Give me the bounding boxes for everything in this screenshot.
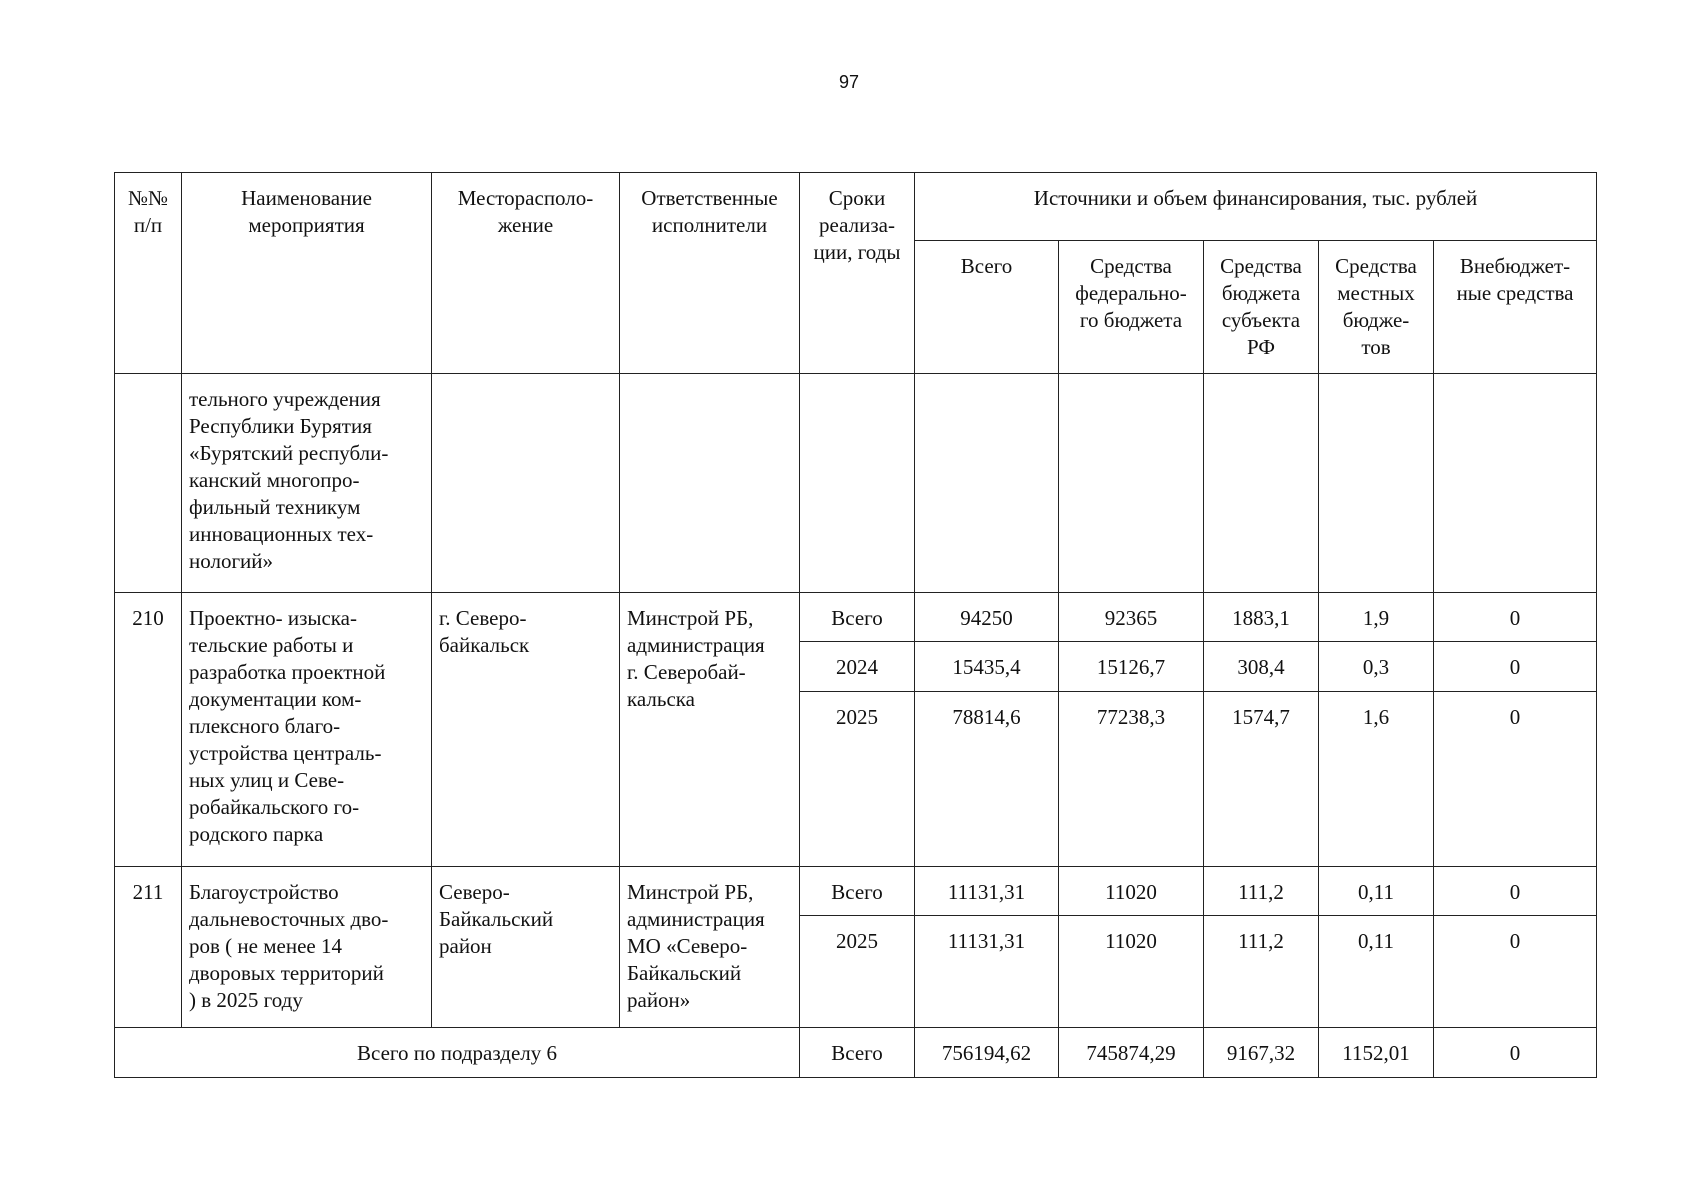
cell-local: 0,11 — [1319, 867, 1434, 916]
header-location: Месторасполо- жение — [432, 173, 620, 374]
subtotal-total: 756194,62 — [915, 1028, 1059, 1078]
item-location: Северо- Байкальский район — [432, 867, 620, 1028]
continuation-regional — [1204, 374, 1319, 593]
cell-period: 2025 — [800, 916, 915, 1028]
header-offbudget: Внебюджет- ные средства — [1434, 241, 1597, 374]
financing-table — [114, 172, 1597, 1078]
header-name: Наименование мероприятия — [182, 173, 432, 374]
cell-regional: 111,2 — [1204, 867, 1319, 916]
subtotal-offbudget: 0 — [1434, 1028, 1597, 1078]
header-total: Всего — [915, 241, 1059, 374]
cell-offbudget: 0 — [1434, 916, 1597, 1028]
cell-regional: 111,2 — [1204, 916, 1319, 1028]
cell-total: 94250 — [915, 593, 1059, 642]
header-federal: Средства федерально- го бюджета — [1059, 241, 1204, 374]
cell-offbudget: 0 — [1434, 692, 1597, 867]
table-row — [115, 867, 1597, 916]
header-num: №№ п/п — [115, 173, 182, 374]
cell-regional: 1883,1 — [1204, 593, 1319, 642]
item-location: г. Северо- байкальск — [432, 593, 620, 867]
cell-local: 1,9 — [1319, 593, 1434, 642]
subtotal-label: Всего по подразделу 6 — [115, 1028, 800, 1078]
cell-period: 2024 — [800, 642, 915, 692]
continuation-num — [115, 374, 182, 593]
cell-total: 11131,31 — [915, 867, 1059, 916]
header-period: Сроки реализа- ции, годы — [800, 173, 915, 374]
cell-period: Всего — [800, 593, 915, 642]
header-local: Средства местных бюдже- тов — [1319, 241, 1434, 374]
cell-total: 78814,6 — [915, 692, 1059, 867]
cell-local: 0,11 — [1319, 916, 1434, 1028]
header-sources-group: Источники и объем финансирования, тыс. рублей — [915, 173, 1597, 241]
cell-period: 2025 — [800, 692, 915, 867]
item-name: Благоустройство дальневосточных дво- ров ( не менее 14 дворовых территорий ) в 2025 году — [182, 867, 432, 1028]
page-number: 97 — [838, 72, 860, 92]
continuation-federal — [1059, 374, 1204, 593]
continuation-offbudget — [1434, 374, 1597, 593]
continuation-period — [800, 374, 915, 593]
continuation-local — [1319, 374, 1434, 593]
cell-offbudget: 0 — [1434, 642, 1597, 692]
cell-period: Всего — [800, 867, 915, 916]
header-regional: Средства бюджета субъекта РФ — [1204, 241, 1319, 374]
cell-federal: 92365 — [1059, 593, 1204, 642]
table-row-continuation — [115, 374, 1597, 593]
subtotal-period: Всего — [800, 1028, 915, 1078]
subtotal-regional: 9167,32 — [1204, 1028, 1319, 1078]
table-row — [115, 593, 1597, 642]
cell-total: 15435,4 — [915, 642, 1059, 692]
cell-regional: 308,4 — [1204, 642, 1319, 692]
cell-federal: 11020 — [1059, 867, 1204, 916]
cell-regional: 1574,7 — [1204, 692, 1319, 867]
cell-offbudget: 0 — [1434, 867, 1597, 916]
continuation-total — [915, 374, 1059, 593]
cell-total: 11131,31 — [915, 916, 1059, 1028]
subtotal-local: 1152,01 — [1319, 1028, 1434, 1078]
cell-federal: 15126,7 — [1059, 642, 1204, 692]
header-responsible: Ответственные исполнители — [620, 173, 800, 374]
cell-federal: 77238,3 — [1059, 692, 1204, 867]
item-responsible: Минстрой РБ, администрация МО «Северо- Байкальский район» — [620, 867, 800, 1028]
continuation-name: тельного учреждения Республики Бурятия «Бурятский республи- канский многопро- фильный техникум инновационных тех- нологий» — [182, 374, 432, 593]
subtotal-federal: 745874,29 — [1059, 1028, 1204, 1078]
cell-federal: 11020 — [1059, 916, 1204, 1028]
item-responsible: Минстрой РБ, администрация г. Северобай- кальска — [620, 593, 800, 867]
item-num: 211 — [115, 867, 182, 1028]
item-name: Проектно- изыска- тельские работы и разработка проектной документации ком- плексного благо- устройства централь- ных улиц и Севе- робайкальского го- родского парка — [182, 593, 432, 867]
cell-local: 0,3 — [1319, 642, 1434, 692]
cell-offbudget: 0 — [1434, 593, 1597, 642]
cell-local: 1,6 — [1319, 692, 1434, 867]
table-row-subtotal — [115, 1028, 1597, 1078]
item-num: 210 — [115, 593, 182, 867]
continuation-location — [432, 374, 620, 593]
continuation-responsible — [620, 374, 800, 593]
header-row-1 — [115, 173, 1597, 241]
